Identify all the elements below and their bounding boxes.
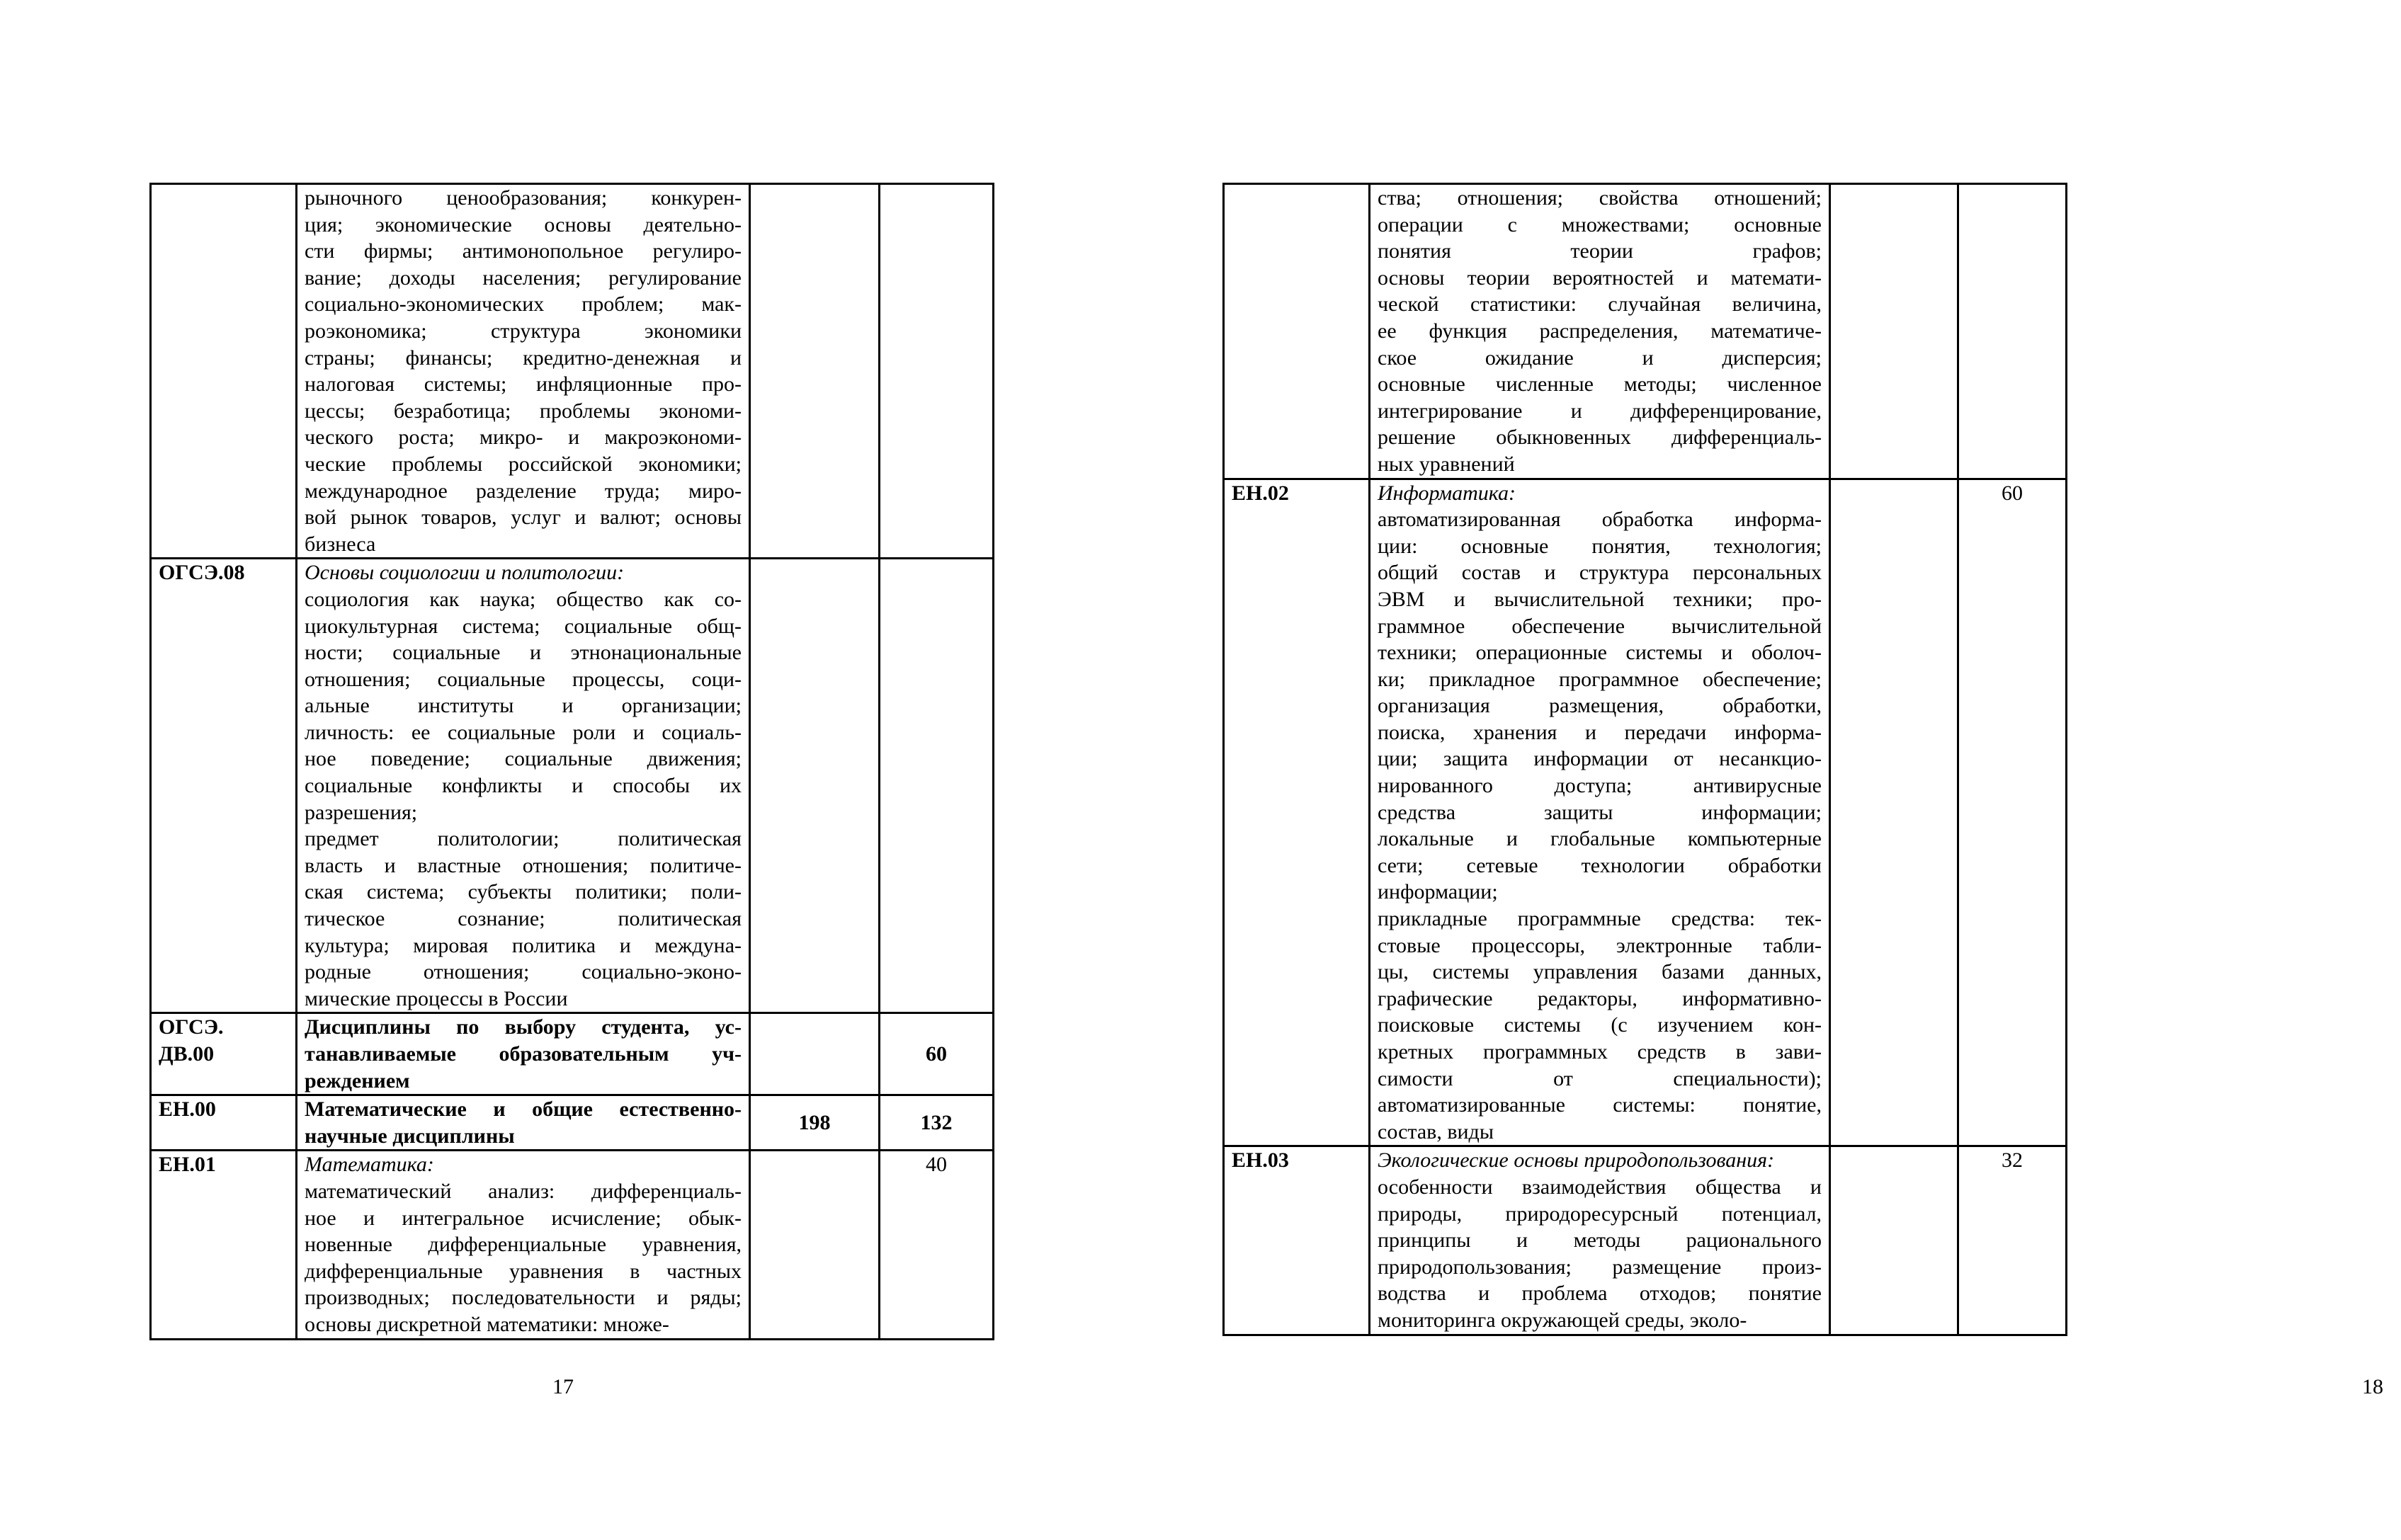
text-line: водства и проблема отходов; понятие: [1378, 1282, 1822, 1306]
page-right: [1116, 0, 2383, 1540]
text-line: вой рынок товаров, услуг и валют; основы: [305, 506, 742, 530]
text-line: страны; финансы; кредитно-денежная и: [305, 346, 742, 370]
text-line: ции; защита информации от несанкцио-: [1378, 747, 1822, 771]
row-code: [151, 1013, 297, 1095]
text-line: Математические и общие естественно-: [305, 1097, 742, 1122]
text-line: социология как наука; общество как со-: [305, 587, 742, 611]
text-line: социально-экономических проблем; мак-: [305, 292, 742, 316]
table-row: [151, 1151, 994, 1339]
text-line: налоговая системы; инфляционные про-: [305, 372, 742, 397]
text-line: сти фирмы; антимонопольное регулиро-: [305, 239, 742, 263]
page-number: 18: [2362, 1375, 2383, 1398]
row-col3: [1830, 479, 1958, 1146]
text-line: ции: основные понятия, технология;: [1378, 534, 1822, 558]
table-row: [151, 184, 994, 559]
text-line: поиска, хранения и передачи информа-: [1378, 720, 1822, 744]
text-line: ческие проблемы российской экономики;: [305, 452, 742, 476]
text-line: ее функция распределения, математиче-: [1378, 319, 1822, 343]
row-col4: 132: [880, 1095, 994, 1151]
text-line: основы теории вероятностей и математи-: [1378, 266, 1822, 290]
text-line: реждением: [305, 1068, 410, 1093]
text-line: общий состав и структура персональных: [1378, 561, 1822, 585]
row-description: [1370, 1146, 1830, 1335]
text-line: симости от специальности);: [1378, 1066, 1822, 1090]
text-line: локальные и глобальные компьютерные: [1378, 827, 1822, 851]
text-line: предмет политологии; политическая: [305, 827, 742, 851]
text-line: граммное обеспечение вычислительной: [1378, 614, 1822, 638]
row-col3: [750, 1151, 880, 1339]
text-line: роэкономика; структура экономики: [305, 319, 742, 343]
table-row: [1224, 184, 2067, 479]
row-code: ЕН.00: [151, 1095, 297, 1151]
text-line: ное поведение; социальные движения;: [305, 747, 742, 771]
table-row: [151, 1095, 994, 1151]
text-line: международное разделение труда; миро-: [305, 479, 742, 503]
row-description: [297, 1095, 750, 1151]
row-col3: [750, 559, 880, 1013]
row-code: [1224, 184, 1370, 479]
text-line: ных уравнений: [1378, 452, 1515, 476]
discipline-title: Основы социологии и политологии:: [305, 561, 625, 585]
text-line: стовые процессоры, электронные табли-: [1378, 933, 1822, 957]
discipline-content: [1378, 506, 1822, 1145]
text-line: циокультурная система; социальные общ-: [305, 614, 742, 638]
row-code: ЕН.03: [1224, 1146, 1370, 1335]
row-code-line-1: ОГСЭ.: [159, 1015, 224, 1039]
text-line: ция; экономические основы деятельно-: [305, 212, 742, 236]
text-line: социальные конфликты и способы их: [305, 774, 742, 798]
discipline-content: [1378, 1174, 1822, 1334]
discipline-content: [305, 586, 742, 1013]
text-line: ное и интегральное исчисление; обык-: [305, 1206, 742, 1230]
text-line: понятия теории графов;: [1378, 239, 1822, 263]
discipline-content: [305, 1178, 742, 1338]
text-line: нированного доступа; антивирусные: [1378, 774, 1822, 798]
text-line: организация размещения, обработки,: [1378, 694, 1822, 718]
text-line: основные численные методы; численное: [1378, 372, 1822, 397]
curriculum-table-right: [1222, 183, 2067, 1336]
text-line: основы дискретной математики: множе-: [305, 1312, 669, 1336]
row-col4: 40: [880, 1151, 994, 1339]
text-line: операции с множествами; основные: [1378, 212, 1822, 236]
row-description: [297, 184, 750, 559]
text-line: танавливаемые образовательным уч-: [305, 1042, 742, 1066]
text-line: ческой статистики: случайная величина,: [1378, 292, 1822, 316]
text-line: научные дисциплины: [305, 1124, 515, 1148]
text-line: поисковые системы (с изучением кон-: [1378, 1013, 1822, 1037]
text-line: ская система; субъекты политики; поли-: [305, 880, 742, 904]
text-line: мониторинга окружающей среды, эколо-: [1378, 1308, 1747, 1332]
text-line: средства защиты информации;: [1378, 800, 1822, 824]
row-code: [151, 184, 297, 559]
text-line: особенности взаимодействия общества и: [1378, 1175, 1822, 1199]
text-line: решение обыкновенных дифференциаль-: [1378, 426, 1822, 450]
row-code: ЕН.01: [151, 1151, 297, 1339]
table-row: [1224, 1146, 2067, 1335]
text-line: техники; операционные системы и оболоч-: [1378, 641, 1822, 665]
text-line: бизнеса: [305, 532, 376, 556]
text-line: родные отношения; социально-эконо-: [305, 960, 742, 984]
row-description: [1370, 479, 1830, 1146]
row-col4: 60: [880, 1013, 994, 1095]
text-line: мические процессы в России: [305, 986, 568, 1010]
table-row: [151, 1013, 994, 1095]
text-line: производных; последовательности и ряды;: [305, 1286, 742, 1310]
text-line: разрешения;: [305, 800, 418, 824]
row-description: [297, 1013, 750, 1095]
row-code: ЕН.02: [1224, 479, 1370, 1146]
text-line: ности; социальные и этнонациональные: [305, 641, 742, 665]
row-col4: 60: [1958, 479, 2067, 1146]
text-line: принципы и методы рационального: [1378, 1228, 1822, 1253]
text-line: состав, виды: [1378, 1119, 1494, 1143]
text-line: тическое сознание; политическая: [305, 907, 742, 931]
text-line: Дисциплины по выбору студента, ус-: [305, 1015, 742, 1039]
row-description: [297, 559, 750, 1013]
row-col4: [1958, 184, 2067, 479]
text-line: математический анализ: дифференциаль-: [305, 1179, 742, 1203]
page-left: [0, 0, 1116, 1540]
text-line: рыночного ценообразования; конкурен-: [305, 186, 742, 210]
text-line: вание; доходы населения; регулирование: [305, 266, 742, 290]
text-line: графические редакторы, информативно-: [1378, 986, 1822, 1010]
row-col3: [1830, 184, 1958, 479]
text-line: информации;: [1378, 880, 1498, 904]
text-line: альные институты и организации;: [305, 694, 742, 718]
curriculum-table-left: [149, 183, 994, 1340]
text-line: ства; отношения; свойства отношений;: [1378, 186, 1822, 210]
row-col4: [880, 559, 994, 1013]
discipline-title: Математика:: [305, 1153, 434, 1177]
row-code-line-2: ДВ.00: [159, 1042, 215, 1066]
text-line: ческого роста; микро- и макроэкономи-: [305, 426, 742, 450]
text-line: интегрирование и дифференцирование,: [1378, 399, 1822, 423]
row-col3: [750, 184, 880, 559]
table-row: [151, 559, 994, 1013]
row-description: [297, 1151, 750, 1339]
row-col4: [880, 184, 994, 559]
table-row: [1224, 479, 2067, 1146]
text-line: природопользования; размещение произ-: [1378, 1255, 1822, 1279]
row-description: [1370, 184, 1830, 479]
text-line: автоматизированная обработка информа-: [1378, 508, 1822, 532]
text-line: прикладные программные средства: тек-: [1378, 907, 1822, 931]
text-line: цессы; безработица; проблемы экономи-: [305, 399, 742, 423]
text-line: ское ожидание и дисперсия;: [1378, 346, 1822, 370]
discipline-title: Экологические основы природопользования:: [1378, 1148, 1775, 1173]
row-col3: [1830, 1146, 1958, 1335]
text-line: цы, системы управления базами данных,: [1378, 960, 1822, 984]
text-line: сети; сетевые технологии обработки: [1378, 853, 1822, 877]
page-number: 17: [552, 1375, 574, 1398]
text-line: ки; прикладное программное обеспечение;: [1378, 667, 1822, 691]
text-line: ЭВМ и вычислительной техники; про-: [1378, 587, 1822, 611]
text-line: кретных программных средств в зави-: [1378, 1040, 1822, 1063]
text-line: дифференциальные уравнения в частных: [305, 1259, 742, 1283]
text-line: личность: ее социальные роли и социаль-: [305, 720, 742, 744]
row-code: ОГСЭ.08: [151, 559, 297, 1013]
row-col3: 198: [750, 1095, 880, 1151]
text-line: природы, природоресурсный потенциал,: [1378, 1202, 1822, 1226]
text-line: новенные дифференциальные уравнения,: [305, 1233, 742, 1257]
text-line: автоматизированные системы: понятие,: [1378, 1093, 1822, 1117]
row-col4: 32: [1958, 1146, 2067, 1335]
text-line: власть и властные отношения; политиче-: [305, 853, 742, 877]
text-line: отношения; социальные процессы, соци-: [305, 667, 742, 691]
discipline-title: Информатика:: [1378, 481, 1516, 505]
text-line: культура; мировая политика и междуна-: [305, 933, 742, 957]
row-col3: [750, 1013, 880, 1095]
